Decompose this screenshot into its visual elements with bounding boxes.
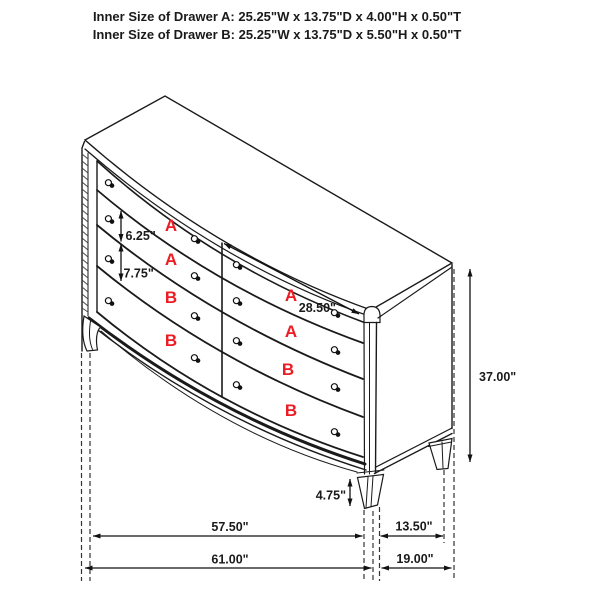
- dim-label-drawer-b: 7.75": [123, 266, 154, 281]
- knob-icon: [331, 384, 340, 392]
- drawer-label: A: [164, 216, 178, 235]
- drawer-label: B: [284, 401, 298, 420]
- back-right-leg: [429, 439, 452, 470]
- dim-label-drawer-a: 6.25": [125, 229, 156, 243]
- knob-icon: [105, 180, 114, 188]
- knob-icon: [105, 216, 114, 224]
- base-molding-thick: [89, 318, 365, 464]
- left-edge-hatching: [82, 154, 88, 312]
- header-line-2: Inner Size of Drawer B: 25.25"W x 13.75"D x 5.50"H x 0.50"T: [92, 27, 462, 42]
- dim-label-height: 37.00": [479, 370, 517, 384]
- knob-icon: [191, 273, 200, 281]
- drawer-label: A: [284, 322, 298, 341]
- knob-icon: [191, 313, 200, 321]
- base-molding-thin: [90, 324, 366, 470]
- front-right-leg: [358, 475, 384, 509]
- knob-icon: [191, 236, 200, 244]
- dresser-drawing: [82, 96, 452, 509]
- drawer-label: A: [164, 250, 178, 269]
- header: [93, 9, 462, 42]
- drawer-label: B: [164, 288, 178, 307]
- knob-icon: [233, 262, 242, 270]
- corner-post-cap: [364, 307, 380, 323]
- dim-label-half-width: 28.50": [298, 301, 336, 315]
- drawer-label: B: [281, 360, 295, 379]
- dim-label-overall-width: 61.00": [211, 552, 249, 567]
- header-line-1: Inner Size of Drawer A: 25.25"W x 13.75"D x 4.00"H x 0.50"T: [92, 9, 462, 24]
- corner-post-line-outer: [376, 323, 377, 474]
- dim-label-case-width: 57.50": [211, 520, 249, 534]
- drawer-label: B: [164, 331, 178, 350]
- knob-icon: [331, 347, 340, 355]
- dim-label-side-depth: 13.50": [395, 519, 433, 534]
- drawer-label: A: [284, 286, 298, 305]
- knob-icon: [233, 382, 242, 390]
- front-right-leg-cap: [357, 470, 384, 473]
- drawer-curve-4: [97, 312, 363, 457]
- corner-post-line-inner: [364, 323, 365, 475]
- dim-label-leg: 4.75": [315, 488, 346, 503]
- knob-icon: [331, 429, 340, 437]
- knob-icon: [191, 355, 200, 363]
- knob-icon: [233, 298, 242, 306]
- dim-label-overall-depth: 19.00": [396, 552, 434, 566]
- knob-icon: [105, 298, 114, 306]
- knob-icon: [233, 338, 242, 346]
- knob-icon: [105, 256, 114, 264]
